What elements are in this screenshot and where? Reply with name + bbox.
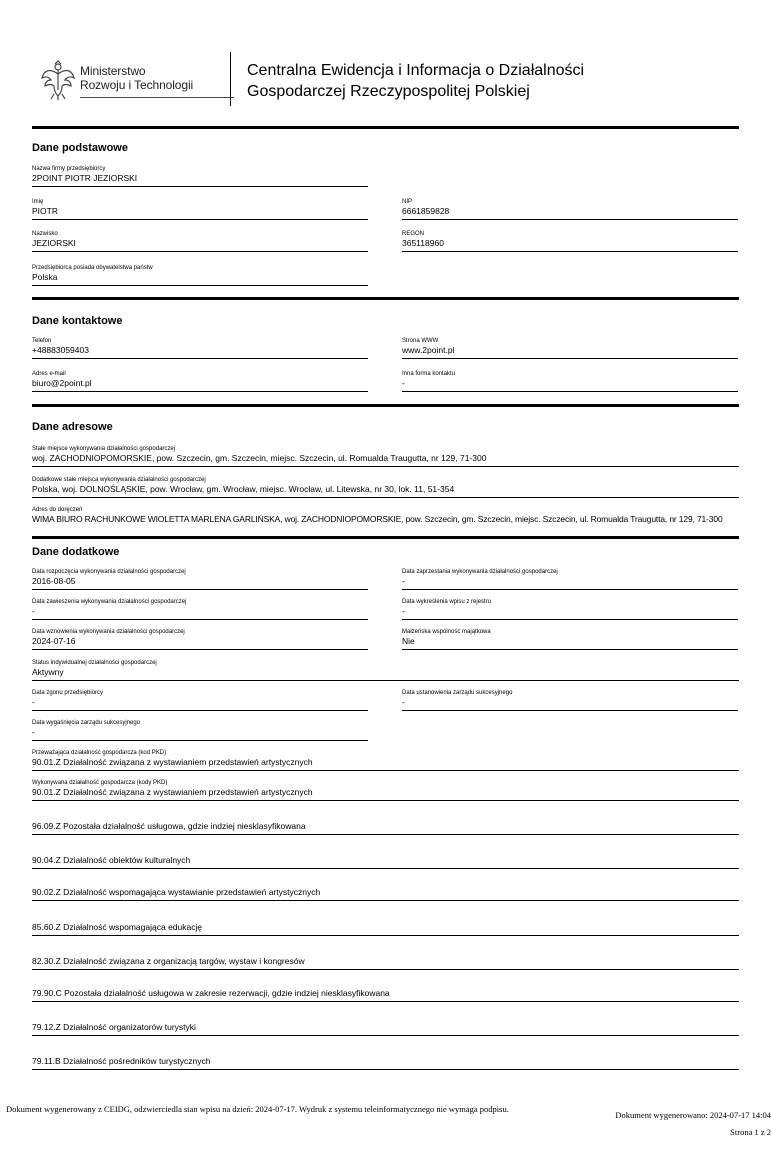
field-marital-property: Małżeńska wspólność majątkowa Nie bbox=[402, 629, 738, 650]
ministry-underline bbox=[80, 97, 234, 98]
field-main-address: Stałe miejsce wykonywania działalności gospodarczej woj. ZACHODNIOPOMORSKIE, pow. Szczecin, gm. Szczecin, miejsc. Szczecin, ul. Romualda Traugutta, nr 129, 71-300 bbox=[32, 446, 739, 467]
field-surname: Nazwisko JEZIORSKI bbox=[32, 231, 368, 252]
field-resume-date: Data wznowienia wykonywania działalności gospodarczej 2024-07-16 bbox=[32, 629, 368, 650]
field-pkd-list: Wykonywana działalność gospodarcza (kody PKD) 90.01.Z Działalność związana z wystawianiem przedstawień artystycznych bbox=[32, 780, 739, 801]
section-divider bbox=[32, 404, 739, 407]
field-other-contact: Inna forma kontaktu - bbox=[402, 371, 738, 392]
ministry-name: Ministerstwo Rozwoju i Technologii bbox=[80, 64, 194, 92]
ministry-logo bbox=[40, 60, 200, 102]
field-status: Status indywidualnej działalności gospodarczej Aktywny bbox=[32, 660, 739, 681]
footer-meta bbox=[571, 1107, 771, 1141]
section-divider bbox=[32, 536, 739, 539]
field-nip: NIP 6661859828 bbox=[402, 199, 738, 220]
generated-timestamp: Dokument wygenerowano: 2024-07-17 14:04 bbox=[615, 1110, 771, 1120]
pkd-item: 90.04.Z Działalność obiektów kulturalnych bbox=[32, 855, 739, 869]
field-company-name: Nazwa firmy przedsiębiorcy 2POINT PIOTR JEZIORSKI bbox=[32, 166, 739, 187]
field-succession-date: Data ustanowienia zarządu sukcesyjnego - bbox=[402, 690, 738, 711]
field-email: Adres e-mail biuro@2point.pl bbox=[32, 371, 368, 392]
section-divider bbox=[32, 297, 739, 300]
field-delivery-address: Adres do doręczeń WIMA BIURO RACHUNKOWE WIOLETTA MARLENA GARLIŃSKA, woj. ZACHODNIOPOMORSKIE, pow. Szczecin, gm. Szczecin, miejsc. Szczecin, ul. Romualda Traugutta, nr 129, 71-300 bbox=[32, 507, 723, 524]
document-title: Centralna Ewidencja i Informacja o Działalności Gospodarczej Rzeczypospolitej Polskiej bbox=[247, 62, 585, 100]
section-title-basic: Dane podstawowe bbox=[32, 142, 128, 154]
page-number: Strona 1 z 2 bbox=[730, 1127, 771, 1137]
pkd-item: 85.60.Z Działalność wspomagająca edukację bbox=[32, 922, 739, 936]
pkd-item: 90.02.Z Działalność wspomagająca wystawianie przedstawień artystycznych bbox=[32, 887, 739, 901]
field-citizenship: Przedsiębiorca posiada obywatelstwa państw Polska bbox=[32, 265, 368, 286]
field-stop-date: Data zaprzestania wykonywania działalności gospodarczej - bbox=[402, 569, 738, 590]
field-phone: Telefon +48883059403 bbox=[32, 338, 368, 359]
field-suspend-date: Data zawieszenia wykonywania działalności gospodarczej - bbox=[32, 599, 368, 620]
field-succession-end: Data wygaśnięcia zarządu sukcesyjnego - bbox=[32, 720, 368, 741]
field-start-date: Data rozpoczęcia wykonywania działalności gospodarczej 2016-08-05 bbox=[32, 569, 368, 590]
pkd-item: 96.09.Z Pozostała działalność usługowa, gdzie indziej niesklasyfikowana bbox=[32, 821, 739, 835]
section-title-additional: Dane dodatkowe bbox=[32, 546, 120, 558]
pkd-item: 82.30.Z Działalność związana z organizacją targów, wystaw i kongresów bbox=[32, 956, 739, 970]
pkd-item: 79.90.C Pozostała działalność usługowa w zakresie rezerwacji, gdzie indziej niesklasyfikowana bbox=[32, 988, 739, 1002]
eagle-emblem-icon bbox=[40, 60, 76, 100]
field-first-name: Imię PIOTR bbox=[32, 199, 368, 220]
footer-note: Dokument wygenerowany z CEIDG, odzwierciedla stan wpisu na dzień: 2024-07-17. Wydruk z systemu teleinformatycznego nie wymaga podpisu. bbox=[6, 1104, 509, 1114]
section-divider bbox=[32, 126, 739, 129]
field-regon: REGON 365118960 bbox=[402, 231, 738, 252]
field-removal-date: Data wykreślenia wpisu z rejestru - bbox=[402, 599, 738, 620]
field-death-date: Data zgonu przedsiębiorcy - bbox=[32, 690, 368, 711]
header-divider bbox=[230, 52, 231, 106]
section-title-address: Dane adresowe bbox=[32, 421, 113, 433]
pkd-item: 79.11.B Działalność pośredników turystycznych bbox=[32, 1056, 739, 1070]
section-title-contact: Dane kontaktowe bbox=[32, 315, 123, 327]
field-additional-address: Dodatkowe stałe miejsca wykonywania działalności gospodarczej Polska, woj. DOLNOŚLĄSKIE, pow. Wrocław, gm. Wrocław, miejsc. Wrocław, ul. Litewska, nr 30, lok. 11, 51-354 bbox=[32, 477, 739, 498]
field-www: Strona WWW www.2point.pl bbox=[402, 338, 738, 359]
field-main-pkd: Przeważająca działalność gospodarcza (kod PKD) 90.01.Z Działalność związana z wystawianiem przedstawień artystycznych bbox=[32, 750, 739, 771]
pkd-item: 79.12.Z Działalność organizatorów turystyki bbox=[32, 1022, 739, 1036]
